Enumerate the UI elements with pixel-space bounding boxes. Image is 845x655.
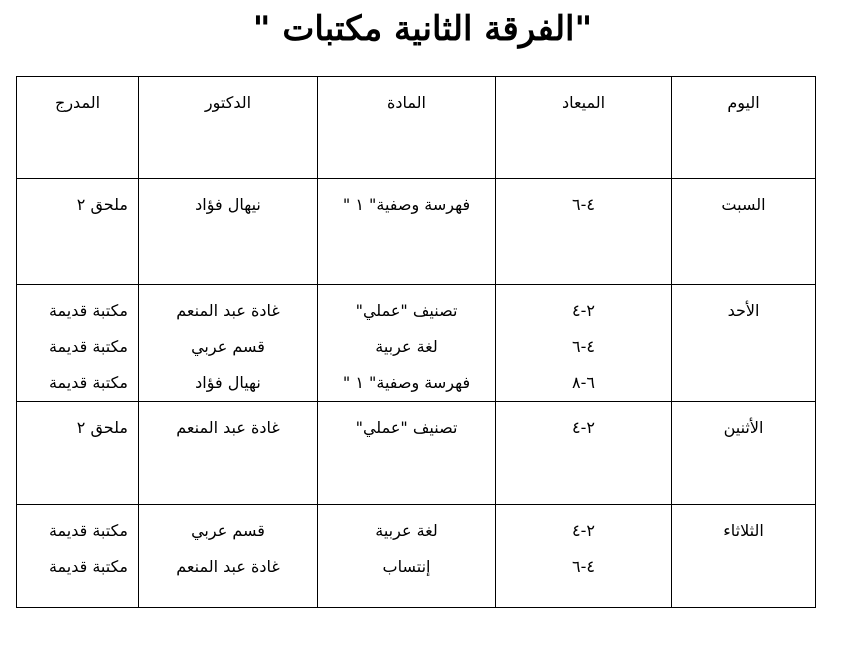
subject-value: فهرسة وصفية" ١ ": [342, 373, 471, 392]
table-row-tuesday: [17, 505, 816, 608]
subject-value: لغة عربية: [375, 521, 438, 540]
subject-cell: [318, 285, 496, 402]
day-cell: الأثنين: [672, 402, 816, 505]
time-cell: [496, 505, 672, 608]
time-value: ٢-٤: [572, 301, 595, 320]
time-value: ٤-٦: [572, 195, 595, 214]
header-time: الميعاد: [496, 77, 672, 179]
hall-cell: [17, 402, 139, 505]
schedule-table: [16, 76, 816, 608]
hall-value: مكتبة قديمة: [48, 557, 128, 576]
doctor-cell: [139, 505, 318, 608]
hall-value: مكتبة قديمة: [48, 521, 128, 540]
table-row-monday: [17, 402, 816, 505]
header-subject: المادة: [318, 77, 496, 179]
doctor-cell: [139, 402, 318, 505]
time-value: ٦-٨: [572, 373, 595, 392]
subject-value: إنتساب: [382, 557, 431, 576]
time-value: ٤-٦: [572, 557, 595, 576]
doctor-value: غادة عبد المنعم: [176, 557, 280, 576]
header-row: [17, 77, 816, 179]
subject-value: لغة عربية: [375, 337, 438, 356]
subject-cell: [318, 505, 496, 608]
doctor-value: قسم عربي: [191, 521, 265, 540]
doctor-cell: [139, 285, 318, 402]
header-day: اليوم: [672, 77, 816, 179]
doctor-value: نهيال فؤاد: [195, 373, 261, 392]
hall-cell: [17, 285, 139, 402]
subject-value: تصنيف "عملي": [355, 301, 458, 320]
time-value: ٢-٤: [572, 418, 595, 437]
subject-cell: [318, 402, 496, 505]
table-row-sunday: [17, 285, 816, 402]
doctor-value: غادة عبد المنعم: [176, 301, 280, 320]
day-cell: الثلاثاء: [672, 505, 816, 608]
header-doctor: الدكتور: [139, 77, 318, 179]
subject-value: تصنيف "عملي": [355, 418, 458, 437]
hall-cell: [17, 179, 139, 285]
day-cell: الأحد: [672, 285, 816, 402]
hall-value: مكتبة قديمة: [48, 301, 128, 320]
subject-value: فهرسة وصفية" ١ ": [342, 195, 471, 214]
day-cell: السبت: [672, 179, 816, 285]
doctor-cell: [139, 179, 318, 285]
hall-value: مكتبة قديمة: [48, 337, 128, 356]
table-row-saturday: [17, 179, 816, 285]
hall-value: مكتبة قديمة: [48, 373, 128, 392]
document-title: "الفرقة الثانية مكتبات ": [252, 9, 593, 49]
hall-value: ملحق ٢: [76, 418, 128, 437]
hall-value: ملحق ٢: [76, 195, 128, 214]
time-value: ٤-٦: [572, 337, 595, 356]
doctor-value: قسم عربي: [191, 337, 265, 356]
subject-cell: [318, 179, 496, 285]
time-cell: [496, 402, 672, 505]
header-hall: المدرج: [17, 77, 139, 179]
doctor-value: نيهال فؤاد: [195, 195, 261, 214]
time-value: ٢-٤: [572, 521, 595, 540]
hall-cell: [17, 505, 139, 608]
time-cell: [496, 179, 672, 285]
doctor-value: غادة عبد المنعم: [176, 418, 280, 437]
time-cell: [496, 285, 672, 402]
